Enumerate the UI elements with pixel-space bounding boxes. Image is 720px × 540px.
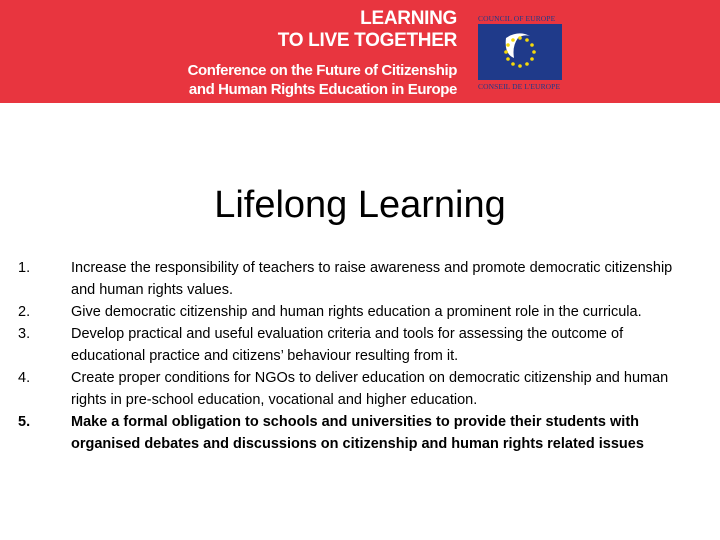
- list-item: [18, 301, 688, 323]
- list-item-text: Make a formal obligation to schools and universities to provide their students with organised debates and discussions on citizenship and human rights related issues: [71, 414, 644, 452]
- banner-title-line-2: TO LIVE TOGETHER: [277, 30, 457, 51]
- banner-text-block: [188, 8, 457, 99]
- banner-subtitle-line-1: Conference on the Future of Citizenship: [187, 62, 457, 79]
- list-item-number: 1.: [18, 260, 31, 276]
- recommendations-list: [18, 257, 688, 455]
- list-item-number: 5.: [18, 414, 31, 430]
- header-banner: [0, 0, 720, 103]
- list-item-text: Give democratic citizenship and human rights education a prominent role in the curricula.: [71, 304, 642, 320]
- coe-label-bottom: CONSEIL DE L'EUROPE: [478, 82, 561, 91]
- list-item: [18, 323, 688, 367]
- list-item: [18, 367, 688, 411]
- list-item: [18, 411, 688, 455]
- list-item-number: 2.: [18, 304, 31, 320]
- banner-title-line-1: LEARNING: [360, 8, 457, 29]
- list-item-text: Create proper conditions for NGOs to deliver education on democratic citizenship and human rights in pre-school education, vocational and higher education.: [71, 370, 669, 408]
- list-item-text: Increase the responsibility of teachers to raise awareness and promote democratic citizenship and human rights values.: [71, 260, 673, 298]
- slide-title: Lifelong Learning: [214, 184, 506, 226]
- council-of-europe-flag-icon: [478, 24, 562, 80]
- list-item-text: Develop practical and useful evaluation criteria and tools for assessing the outcome of educational practice and citizens’ behaviour resulting from it.: [71, 326, 624, 364]
- list-item-number: 4.: [18, 370, 31, 386]
- list-item-number: 3.: [18, 326, 31, 342]
- coe-label-top: COUNCIL OF EUROPE: [478, 14, 556, 23]
- banner-subtitle: [188, 61, 457, 99]
- list-item: [18, 257, 688, 301]
- banner-subtitle-line-2: and Human Rights Education in Europe: [188, 81, 457, 98]
